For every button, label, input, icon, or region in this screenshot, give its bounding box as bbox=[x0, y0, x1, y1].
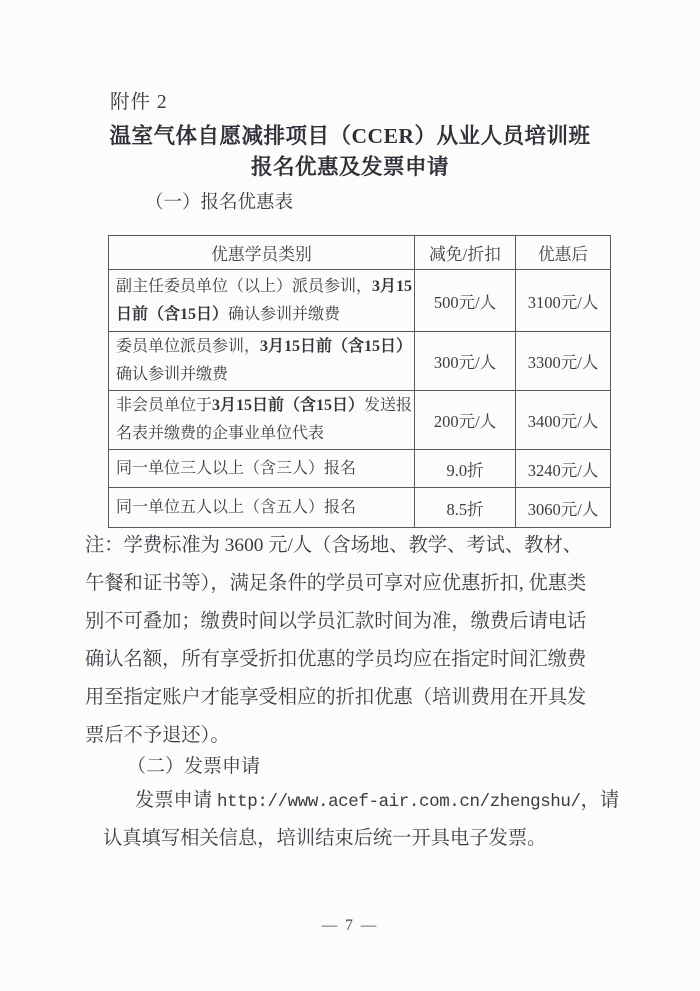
table-row bbox=[109, 332, 611, 391]
after-price-cell: 3060元/人 bbox=[516, 488, 611, 528]
discount-table bbox=[108, 235, 611, 528]
discount-cell: 300元/人 bbox=[415, 332, 516, 391]
section-2-heading: （二）发票申请 bbox=[127, 756, 261, 777]
category-cell bbox=[109, 391, 415, 450]
column-header: 优惠学员类别 bbox=[109, 236, 415, 270]
category-text-segment: 3月15日前（含15日） bbox=[212, 397, 365, 414]
after-price-cell: 3300元/人 bbox=[516, 332, 611, 391]
category-cell bbox=[109, 450, 415, 488]
after-price-cell: 3240元/人 bbox=[516, 450, 611, 488]
discount-cell: 200元/人 bbox=[415, 391, 516, 450]
invoice-text-segment: 发票申请 bbox=[135, 790, 217, 811]
table-row bbox=[109, 450, 611, 488]
category-cell bbox=[109, 488, 415, 528]
category-cell bbox=[109, 332, 415, 391]
discount-cell: 8.5折 bbox=[415, 488, 516, 528]
table-row bbox=[109, 270, 611, 332]
document-title-line1: 温室气体自愿减排项目（CCER）从业人员培训班 bbox=[109, 124, 591, 148]
invoice-paragraph bbox=[103, 782, 619, 858]
discount-cell: 9.0折 bbox=[415, 450, 516, 488]
note-line: 午餐和证书等），满足条件的学员可享对应优惠折扣, 优惠类 bbox=[85, 573, 587, 594]
category-text-segment: 副主任委员单位（以上）派员参训， bbox=[116, 277, 373, 295]
invoice-text-segment: ，请 bbox=[580, 790, 620, 811]
page-number: — 7 — bbox=[321, 917, 379, 934]
note-line: 用至指定账户才能享受相应的折扣优惠（培训费用在开具发 bbox=[85, 687, 587, 708]
category-text-segment: 确认参训并缴费 bbox=[116, 366, 229, 383]
category-text-segment: 确认参训并缴费 bbox=[228, 305, 341, 323]
category-text-segment: 非会员单位于 bbox=[116, 397, 213, 414]
after-price-cell: 3400元/人 bbox=[516, 391, 611, 450]
category-text-segment: 同一单位五人以上（含五人）报名 bbox=[116, 498, 357, 516]
note-line: 确认名额，所有享受折扣优惠的学员均应在指定时间汇缴费 bbox=[85, 649, 587, 670]
invoice-url: http://www.acef-air.com.cn/zhengshu/ bbox=[216, 792, 581, 812]
discount-cell: 500元/人 bbox=[415, 270, 516, 332]
section-1-heading: （一）报名优惠表 bbox=[145, 193, 294, 213]
note-line: 别不可叠加；缴费时间以学员汇款时间为准，缴费后请电话 bbox=[85, 611, 587, 632]
category-text-segment: 发送报名表并缴费的企事业单位代表 bbox=[116, 397, 413, 442]
table-row bbox=[109, 488, 611, 528]
category-text-segment: 同一单位三人以上（含三人）报名 bbox=[116, 459, 357, 477]
discount-table-body bbox=[109, 270, 611, 528]
column-header: 优惠后 bbox=[516, 236, 611, 270]
after-price-cell: 3100元/人 bbox=[516, 270, 611, 332]
table-header-row bbox=[109, 236, 611, 270]
category-text-segment: 3月15日前（含15日） bbox=[116, 277, 413, 323]
category-text-segment: 3月15日前（含15日） bbox=[260, 338, 413, 355]
column-header: 减免/折扣 bbox=[415, 236, 516, 270]
invoice-line bbox=[103, 782, 619, 820]
table-row bbox=[109, 391, 611, 450]
note-line: 注：学费标准为 3600 元/人（含场地、教学、考试、教材、 bbox=[85, 535, 583, 556]
attachment-label: 附件 2 bbox=[110, 92, 168, 113]
category-text-segment: 委员单位派员参训， bbox=[116, 338, 261, 355]
invoice-line bbox=[103, 820, 619, 858]
document-title-line2: 报名优惠及发票申请 bbox=[250, 155, 449, 179]
invoice-text-segment: 认真填写相关信息，培训结束后统一开具电子发票。 bbox=[103, 828, 547, 849]
document-title bbox=[0, 121, 700, 183]
category-cell bbox=[109, 270, 415, 332]
note-line: 票后不予退还）。 bbox=[85, 725, 230, 746]
note-paragraph bbox=[85, 527, 586, 755]
